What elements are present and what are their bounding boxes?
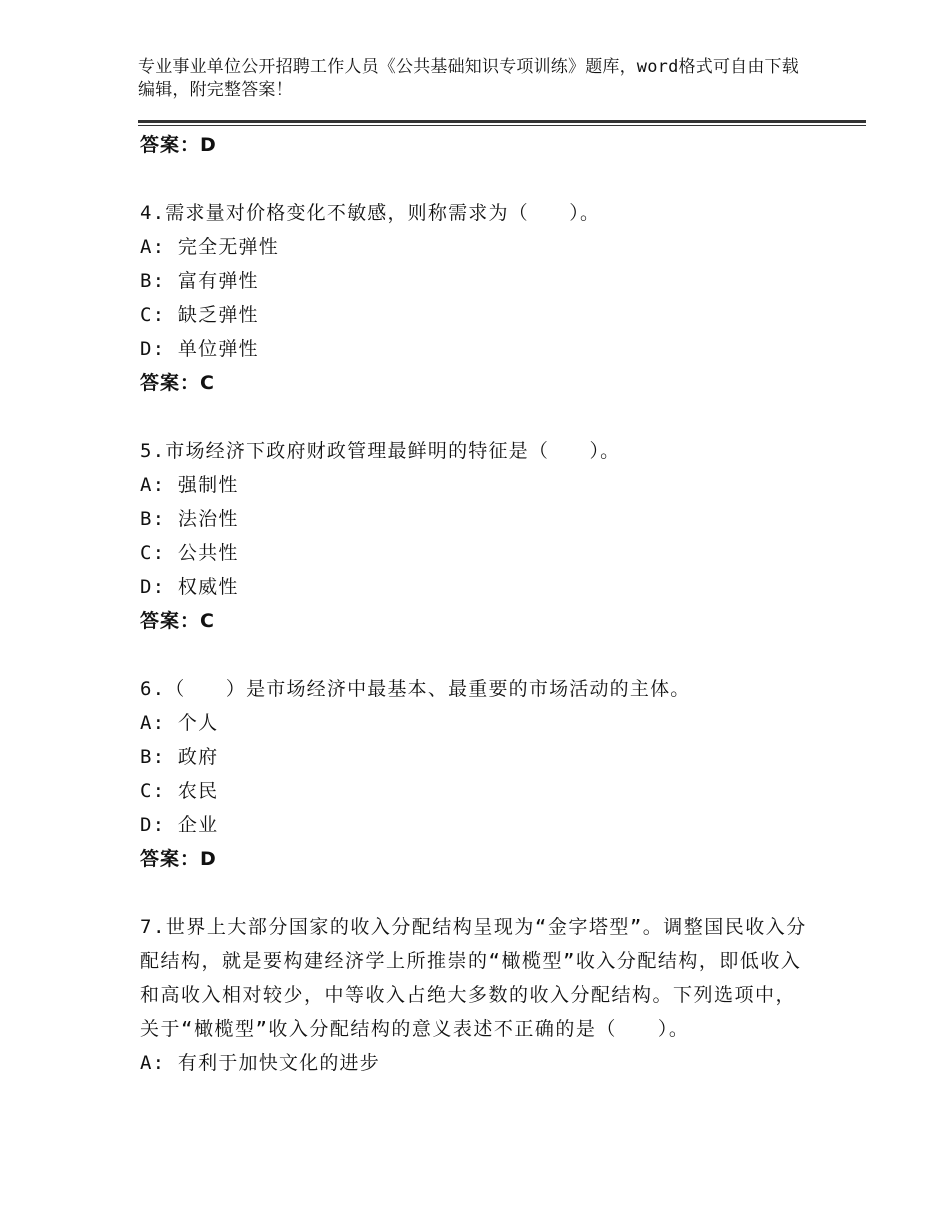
option-b: B: 富有弹性 (140, 270, 259, 292)
question-7 (140, 910, 810, 1080)
question-5 (140, 434, 810, 638)
option-d: D: 企业 (140, 814, 219, 836)
option-a: A: 个人 (140, 712, 219, 734)
option-d: D: 单位弹性 (140, 338, 259, 360)
answer: 答案：D (140, 848, 217, 870)
option-a: A: 完全无弹性 (140, 236, 279, 258)
question-stem: 7.世界上大部分国家的收入分配结构呈现为“金字塔型”。调整国民收入分配结构，就是要构建经济学上所推崇的“橄榄型”收入分配结构，即低收入和高收入相对较少，中等收入占绝大多数的收入分配结构。下列选项中，关于“橄榄型”收入分配结构的意义表述不正确的是（ ）。 (140, 916, 807, 1040)
option-a: A: 有利于加快文化的进步 (140, 1052, 380, 1074)
option-a: A: 强制性 (140, 474, 239, 496)
question-stem: 4.需求量对价格变化不敏感，则称需求为（ ）。 (140, 202, 601, 224)
question-6 (140, 672, 810, 876)
document-header: 专业事业单位公开招聘工作人员《公共基础知识专项训练》题库，word格式可自由下载编辑，附完整答案！ (138, 57, 799, 100)
question-4 (140, 196, 810, 400)
option-b: B: 法治性 (140, 508, 239, 530)
answer: 答案：C (140, 610, 215, 632)
option-c: C: 缺乏弹性 (140, 304, 259, 326)
option-b: B: 政府 (140, 746, 219, 768)
option-c: C: 公共性 (140, 542, 239, 564)
question-stem: 5.市场经济下政府财政管理最鲜明的特征是（ ）。 (140, 440, 621, 462)
question-list (140, 128, 810, 1080)
question-stem: 6.（ ）是市场经济中最基本、最重要的市场活动的主体。 (140, 678, 691, 700)
option-d: D: 权威性 (140, 576, 239, 598)
answer: 答案：C (140, 372, 215, 394)
header-divider (138, 120, 866, 126)
previous-answer: 答案：D (140, 134, 217, 156)
option-c: C: 农民 (140, 780, 219, 802)
